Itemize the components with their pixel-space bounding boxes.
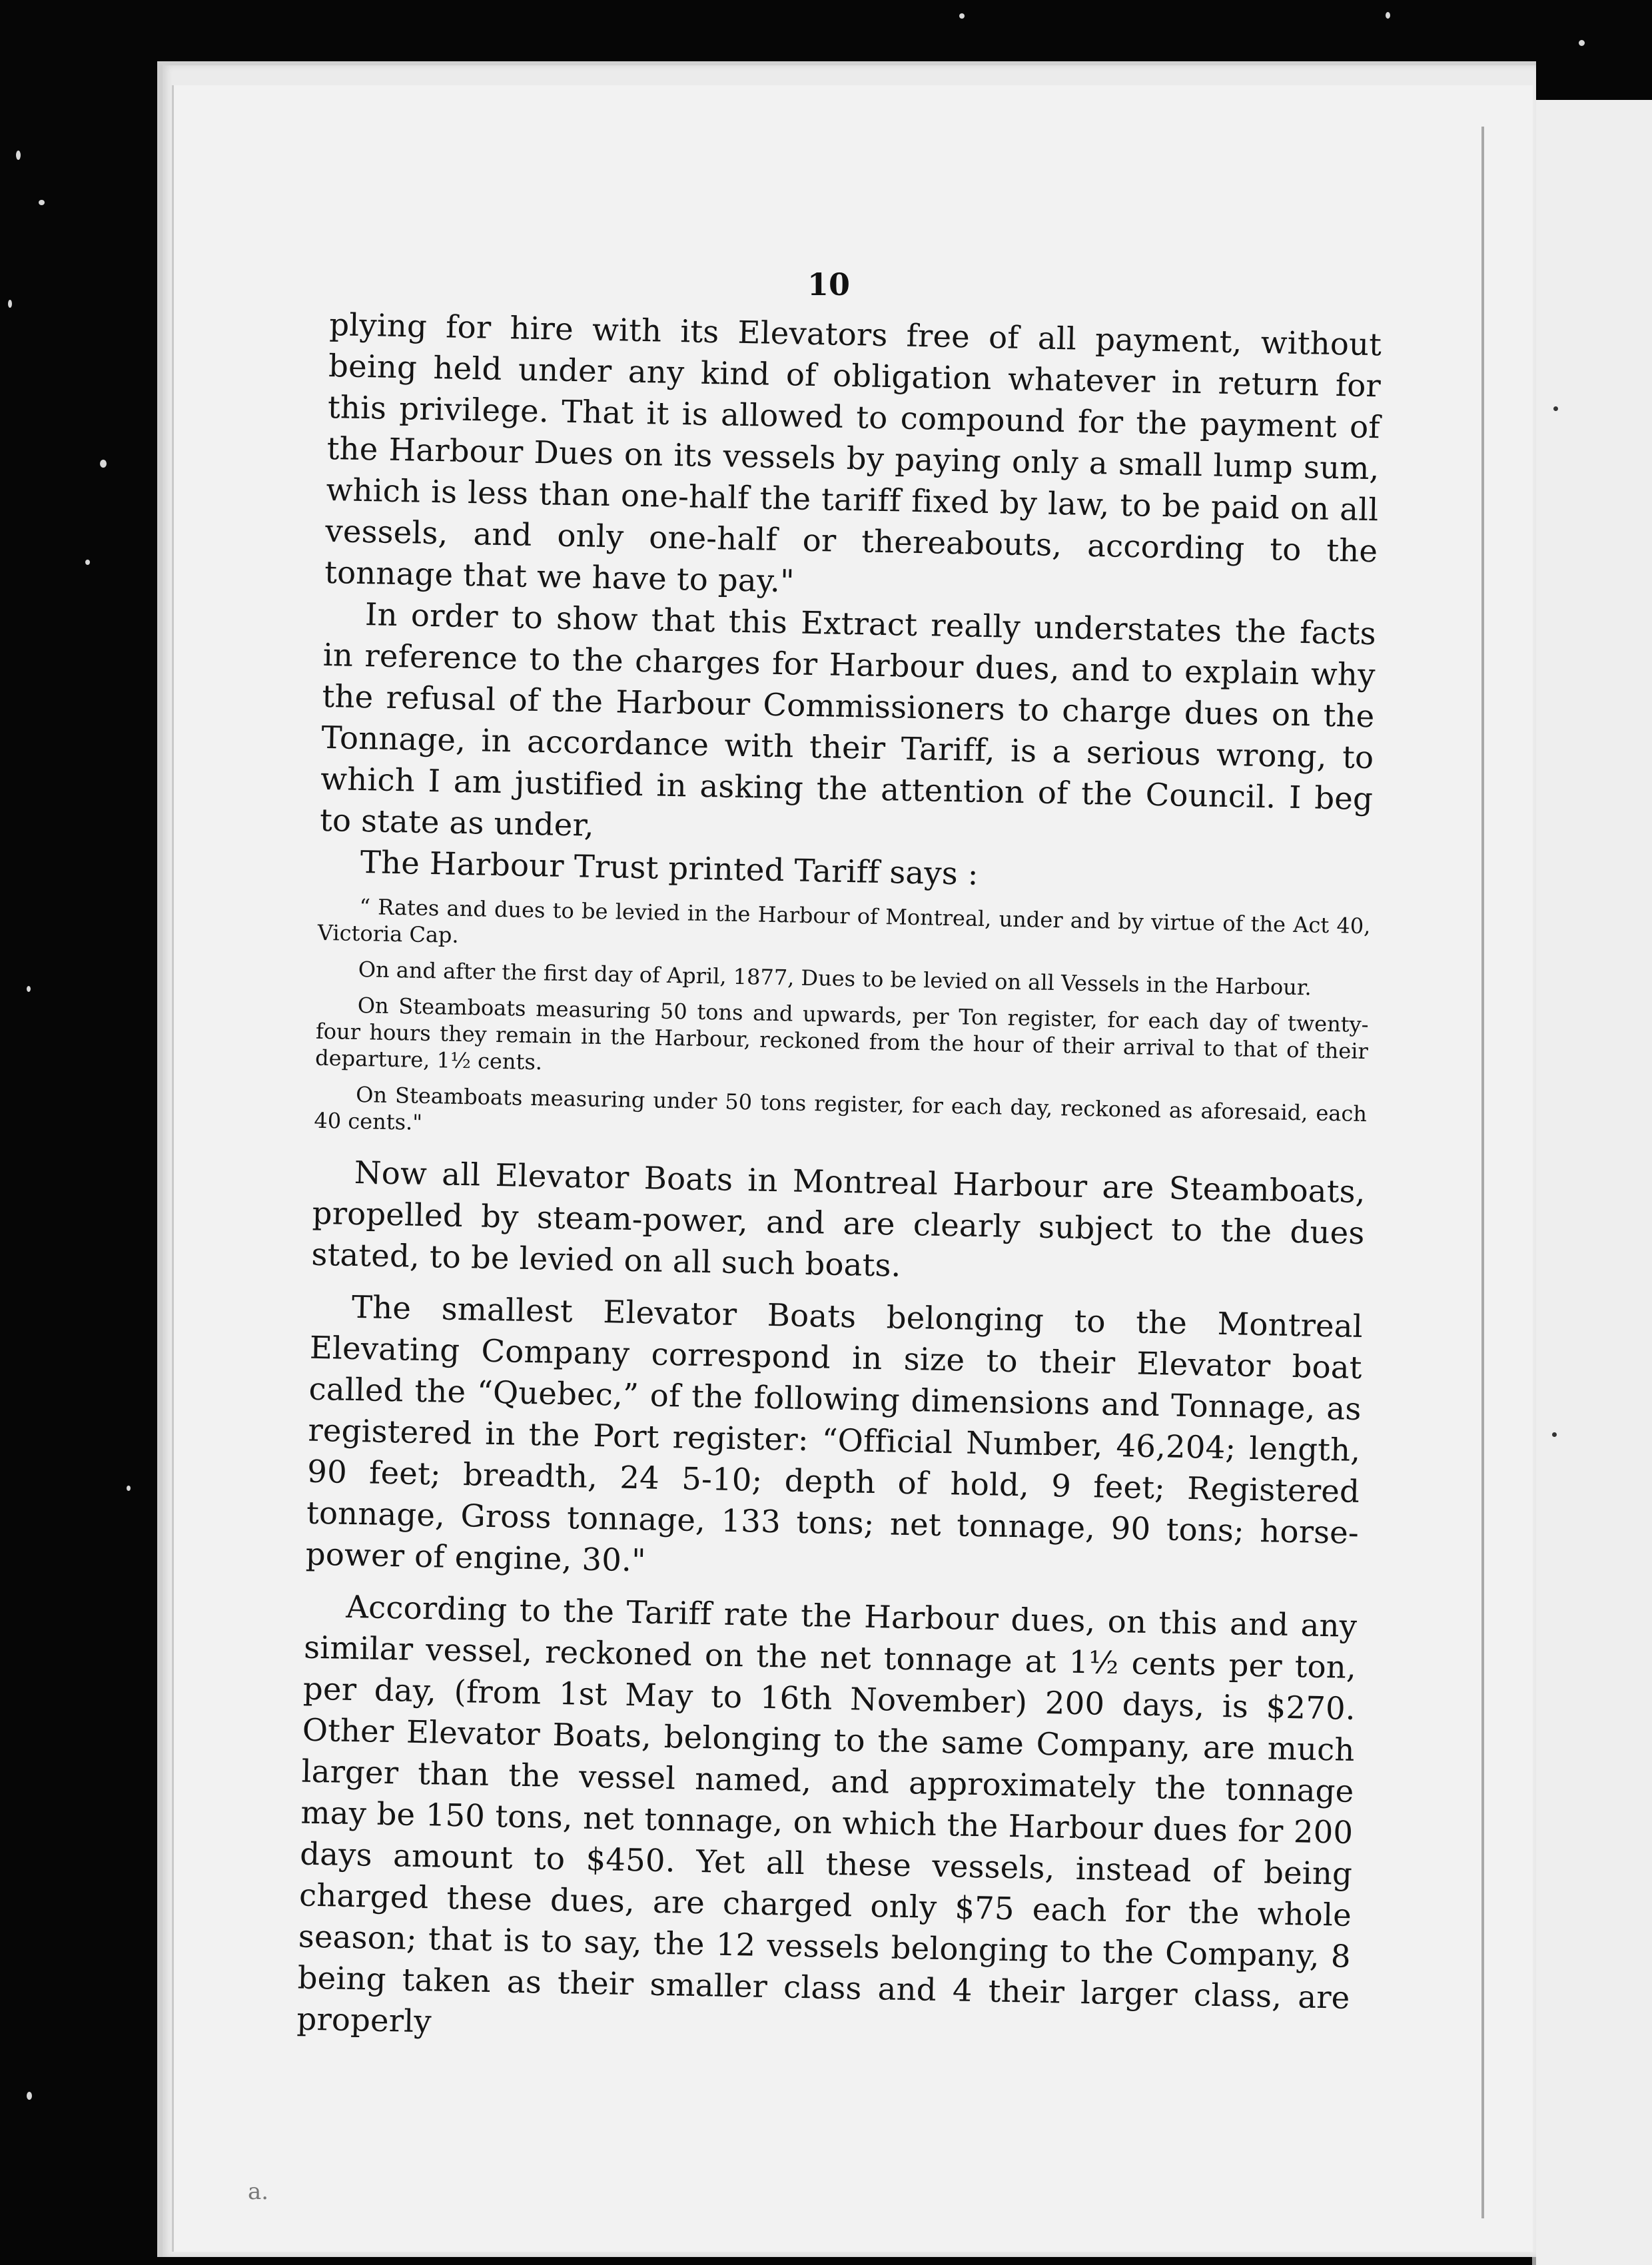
tariff-quote-small-steamboats: On Steamboats measuring under 50 tons register, for each day, reckoned as aforesaid, each 40 cents." [314,1081,1368,1135]
page-edge-line [1481,127,1484,2218]
dust-speck [959,13,965,19]
dust-speck [1579,40,1585,46]
tariff-quote-date: On and after the first day of April, 1877, Dues to be levied on all Vessels in the Harbour. [358,957,1312,1001]
dust-speck [127,1486,131,1491]
page-number: 10 [807,266,851,302]
tariff-quote-large-steamboats: On Steamboats measuring 50 tons and upwards, per Ton register, for each day of twenty-four hours they remain in the Harbour, reckoned from the hour of their arrival to that of their departure, 1½ cents. [314,992,1369,1075]
paragraph-harbour-dues: According to the Tariff rate the Harbour dues, on this and any similar vessel, reckoned on the net tonnage at 1½ cents per ton, per day, (from 1st May to 16th November) 200 days, is $270. Other Elevator Boats, belonging to the same Company, are much larger than the vessel named, and approximately the tonnage may be 150 tons, net tonnage, on which the Harbour dues for 200 days amount to $450. Yet all these vessels, instead of being charged these dues, are charged only $75 each for the whole season; that is to say, the 12 vessels belonging to the Company, 8 being taken as their smaller class and 4 their larger class, are properly [296,1588,1358,2040]
dust-speck [1386,12,1390,19]
tariff-quote-rates: “ Rates and dues to be levied in the Harbour of Montreal, under and by virtue of the Act 40, Victoria Cap. [317,894,1371,948]
margin-mark [1553,406,1558,411]
margin-mark [1552,1432,1557,1437]
dust-speck [100,460,107,468]
corner-mark: a. [248,2178,269,2205]
facing-page-edge [1532,100,1652,2265]
dust-speck [39,200,45,205]
dust-speck [27,986,31,992]
dust-speck [8,300,12,308]
paragraph-elevator-boats: Now all Elevator Boats in Montreal Harbour are Steamboats, propelled by steam-power, and are clearly subject to the dues stated, to be levied on all such boats. [311,1154,1366,1284]
paragraph-continuation: plying for hire with its Elevators free of all payment, without being held under any kind of obligation whatever in return for this privilege. That it is allowed to compound for the payment of the Harbour Dues on its vessels by paying only a small lump sum, which is less than one-half the tariff fixed by law, to be paid on all vessels, and only one-half or thereabouts, according to the tonnage that we have to pay." [324,306,1382,600]
page-body-text [296,304,1382,2060]
paragraph-tariff-intro: The Harbour Trust printed Tariff says : [360,844,979,892]
dust-speck [16,151,21,160]
dust-speck [85,560,90,565]
paragraph-quebec-boat: The smallest Elevator Boats belonging to the Montreal Elevating Company correspond in size to their Elevator boat called the “Quebec,” of the following dimensions and Tonnage, as registered in the Port register: “Official Number, 46,204; length, 90 feet; breadth, 24 5-10; depth of hold, 9 feet; Registered tonnage, Gross tonnage, 133 tons; net tonnage, 90 tons; horse-power of engine, 30." [305,1288,1364,1579]
dust-speck [27,2092,32,2100]
paragraph-extract-note: In order to show that this Extract really understates the facts in reference to the charges for Harbour dues, and to explain why the refusal of the Harbour Commissioners to charge dues on the Tonnage, in accordance with their Tariff, is a serious wrong, to which I am justified in asking the attention of the Council. I beg to state as under, [319,596,1377,843]
